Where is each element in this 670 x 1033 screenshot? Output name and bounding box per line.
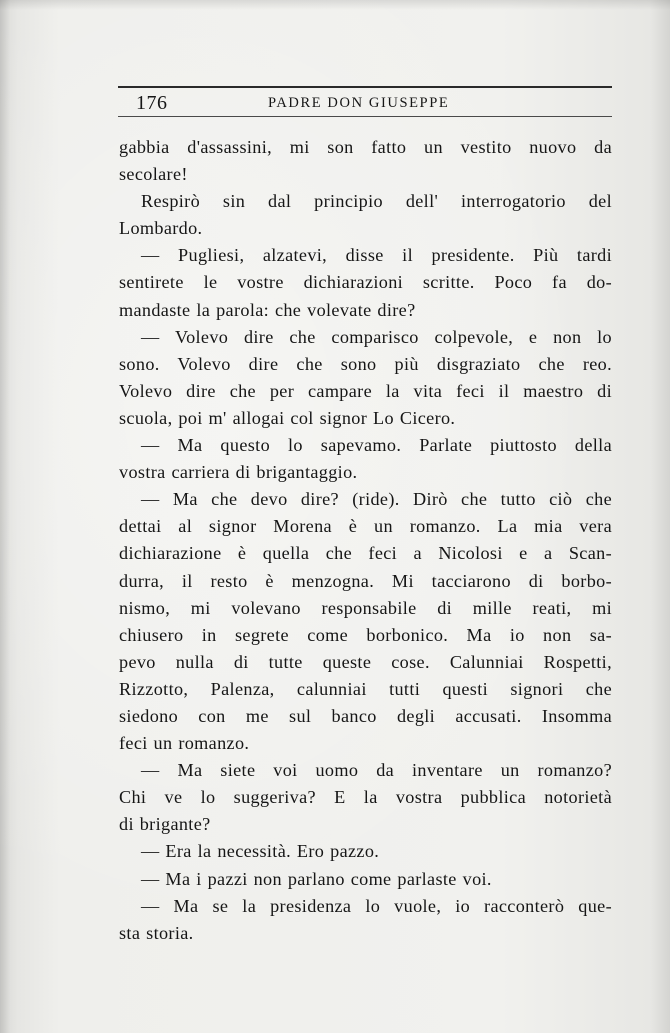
- text-line: Rizzotto, Palenza, calunniai tutti questi signori che: [119, 678, 612, 699]
- page-number: 176: [136, 92, 168, 114]
- body-text: [119, 134, 612, 947]
- header-rule-bottom: [118, 116, 612, 117]
- text-line: — Volevo dire che comparisco colpevole, e non lo: [141, 326, 612, 347]
- running-title: PADRE DON GIUSEPPE: [268, 95, 450, 111]
- text-line: durra, il resto è menzogna. Mi tacciarono di borbo-: [119, 570, 612, 591]
- text-line: secolare!: [119, 164, 188, 185]
- text-line: — Ma siete voi uomo da inventare un romanzo?: [141, 760, 612, 781]
- text-line: vostra carriera di brigantaggio.: [119, 462, 358, 483]
- text-line: nismo, mi volevano responsabile di mille reati, mi: [119, 597, 612, 618]
- text-line: — Era la necessità. Ero pazzo.: [141, 841, 380, 862]
- page-header: [118, 86, 612, 116]
- text-line: dichiarazione è quella che feci a Nicolosi e a Scan-: [119, 543, 612, 564]
- text-line: Lombardo.: [119, 218, 203, 239]
- text-line: sono. Volevo dire che sono più disgraziato che reo.: [119, 353, 612, 374]
- text-line: — Ma che devo dire? (ride). Dirò che tutto ciò che: [141, 489, 612, 510]
- text-line: mandaste la parola: che volevate dire?: [119, 299, 416, 320]
- text-line: Volevo dire che per campare la vita feci il maestro di: [119, 380, 612, 401]
- text-line: — Ma questo lo sapevamo. Parlate piuttosto della: [141, 435, 612, 456]
- text-line: dettai al signor Morena è un romanzo. La mia vera: [119, 516, 612, 537]
- text-line: scuola, poi m' allogai col signor Lo Cicero.: [119, 407, 456, 428]
- text-line: — Pugliesi, alzatevi, disse il presidente. Più tardi: [141, 245, 612, 266]
- text-line: — Ma i pazzi non parlano come parlaste voi.: [141, 868, 492, 889]
- page-spine-shadow: [0, 0, 10, 1033]
- text-line: pevo nulla di tutte queste cose. Calunniai Rospetti,: [119, 651, 612, 672]
- text-line: — Ma se la presidenza lo vuole, io racconterò que-: [141, 895, 612, 916]
- header-rule-top: [118, 86, 612, 88]
- page-top-edge: [0, 0, 670, 10]
- text-line: gabbia d'assassini, mi son fatto un vestito nuovo da: [119, 137, 612, 157]
- text-line: Respirò sin dal principio dell' interrogatorio del: [141, 191, 612, 212]
- text-line: di brigante?: [119, 814, 211, 835]
- text-line: siedono con me sul banco degli accusati. Insomma: [119, 705, 612, 726]
- text-line: feci un romanzo.: [119, 733, 250, 754]
- text-line: sentirete le vostre dichiarazioni scritte. Poco fa do-: [119, 272, 612, 293]
- text-line: Chi ve lo suggeriva? E la vostra pubblica notorietà: [119, 787, 612, 808]
- text-line: chiusero in segrete come borbonico. Ma io non sa-: [119, 624, 612, 645]
- text-line: sta storia.: [119, 922, 194, 943]
